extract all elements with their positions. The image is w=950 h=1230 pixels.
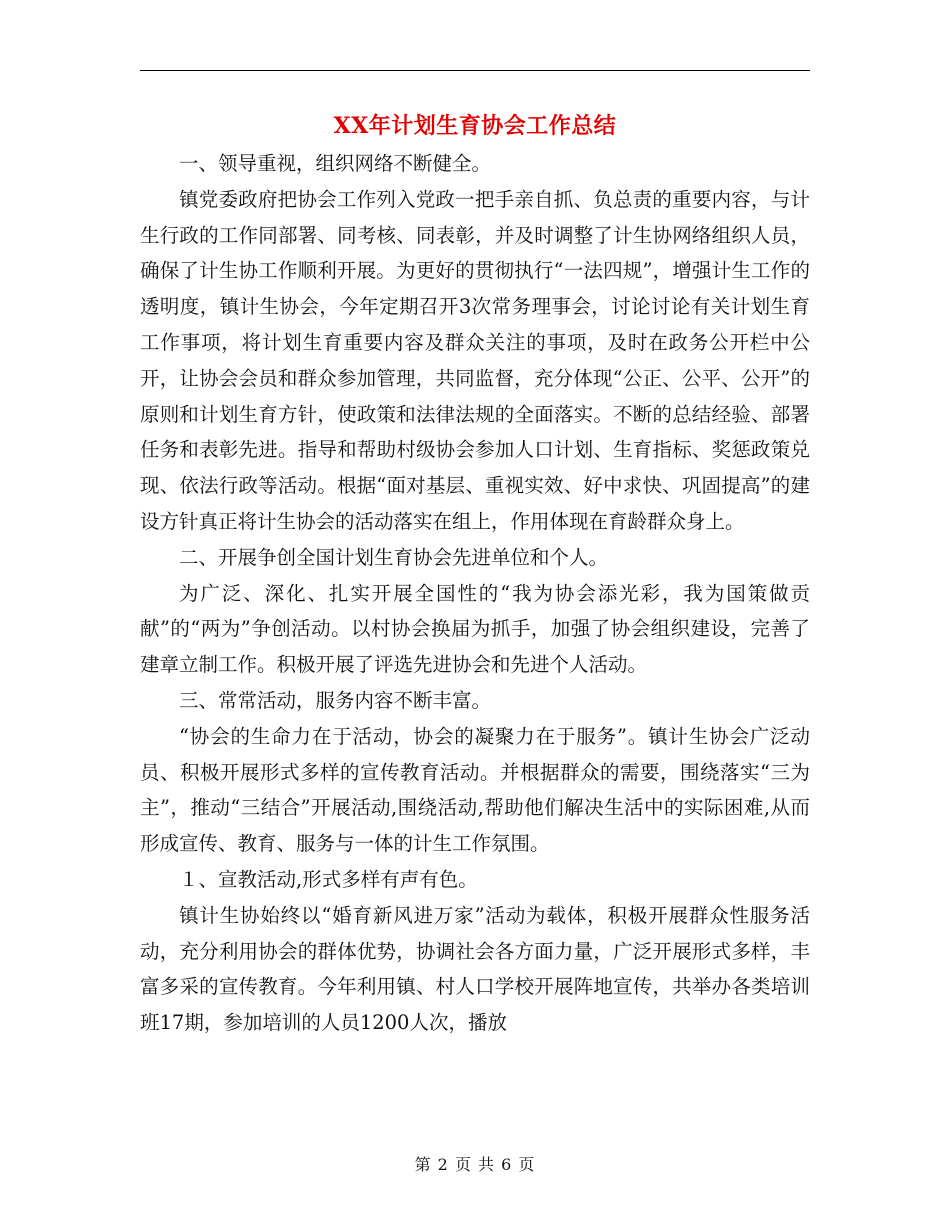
subsection-heading-1: １、宣教活动,形式多样有声有色。 (179, 867, 478, 891)
header-rule (140, 70, 810, 71)
body-paragraph: “协会的生命力在于活动，协会的凝聚力在于服务”。镇计生协会广泛动员、积极开展形式多样的宣传教育活动。并根据群众的需要，围绕落实“三为主”，推动“三结合”开展活动,围绕活动,帮助他们解决生活中的实际困难,从而形成宣传、教育、服务与一体的计生工作氛围。 (140, 724, 810, 856)
body-paragraph: 镇党委政府把协会工作列入党政一把手亲自抓、负总责的重要内容，与计生行政的工作同部署、同考核、同表彰，并及时调整了计生协网络组织人员，确保了计生协工作顺利开展。为更好的贯彻执行“一法四规”，增强计生工作的透明度，镇计生协会，今年定期召开3次常务理事会，讨论讨论有关计划生育工作事项，将计划生育重要内容及群众关注的事项，及时在政务公开栏中公开，让协会会员和群众参加管理，共同监督，充分体现“公正、公平、公开”的原则和计划生育方针，使政策和法律法规的全面落实。不断的总结经验、部署任务和表彰先进。指导和帮助村级协会参加人口计划、生育指标、奖惩政策兑现、依法行政等活动。根据“面对基层、重视实效、好中求快、巩固提高”的建设方针真正将计生协会的活动落实在组上，作用体现在育龄群众身上。 (140, 187, 810, 533)
section-heading-3: 三、常常活动，服务内容不断丰富。 (179, 688, 492, 712)
page-number: 第 2 页 共 6 页 (414, 1155, 536, 1174)
section-heading-1: 一、领导重视，组织网络不断健全。 (179, 152, 492, 175)
body-paragraph: 镇计生协始终以“婚育新风进万家”活动为载体，积极开展群众性服务活动，充分利用协会的群体优势，协调社会各方面力量，广泛开展形式多样，丰富多采的宣传教育。今年利用镇、村人口学校开展阵地宣传，共举办各类培训班17期，参加培训的人员1200人次，播放 (140, 903, 810, 1035)
document-body (140, 146, 810, 1041)
body-paragraph: 为广泛、深化、扎实开展全国性的“我为协会添光彩，我为国策做贡献”的“两为”争创活动。以村协会换届为抓手，加强了协会组织建设，完善了建章立制工作。积极开展了评选先进协会和先进个人活动。 (140, 581, 810, 677)
document-title: XX年计划生育协会工作总结 (333, 113, 617, 139)
section-heading-2: 二、开展争创全国计划生育协会先进单位和个人。 (179, 545, 609, 569)
